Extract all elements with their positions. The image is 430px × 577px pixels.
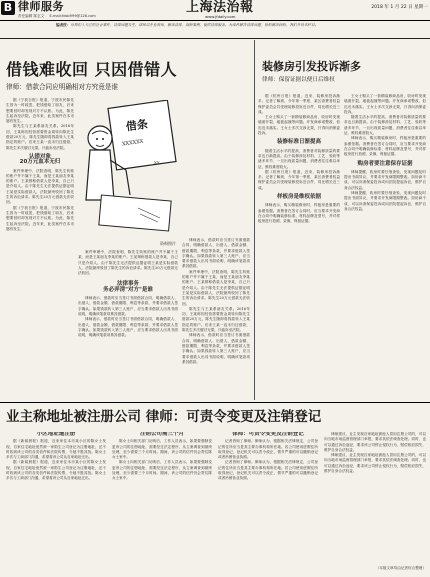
column-divider <box>254 40 255 400</box>
right-section3-title: 购房者要注意保存证据 <box>357 160 413 167</box>
footer-note: （本版文章均由记者综合整理） <box>375 566 426 570</box>
illustration-text-x: XXXXXX <box>121 138 144 148</box>
issue-date: 2018 年 1 月 22 日 星期一 <box>371 5 428 10</box>
page-header <box>0 0 430 20</box>
left-story-col2 <box>78 250 178 400</box>
right-section1-title: 装修标准日渐提高 <box>276 139 321 146</box>
editor-note-text: 每周们人关注的社会事件、法律问题及生、律师以专业视角，解读法律，剖析案例，提供法律服务。为读者解答法律问题，协助解决纠纷，我们开设本栏目。 <box>70 23 319 27</box>
illustration <box>78 100 178 246</box>
bottom-col3-text: 记者咨询了律师。律师认为，根据相关法律规定，公司登记的住所应当是其主要办事机构所在地。若公司使用虚假住所取得登记，登记机关可以责令改正，情节严重的可以撤销登记或者吊销营业执照。 <box>218 439 318 460</box>
bottom-col2-title: 注销公司需三个月 <box>139 432 184 437</box>
right-story-paragraph: 据《杭州日报》报道，近来，装修房投诉渐多。记者了解到，今年第一季度，某区消费者权益保护委员会共受理装修投诉近百件，同比增长近三成。 <box>258 94 340 114</box>
bottom-col3-title: 律师：可责令变更及注销登记 <box>232 432 304 437</box>
left-section2-text: 律师表示，借款时应当签订书面借款合同，明确借款人、出借人、借款金额、借款期限、利息等条款，并要求借款人签字确认。如果钱款转入第三人账户，应当要求借款人出具书面说明，明确该笔款项系其借款。 <box>78 317 178 338</box>
right-section1-text: 随着生活水平的提高，消费者对装修质量的要求也日渐提高。由于装修涉及材料、工艺、验收等诸多环节，一旦出现质量问题，消费者往往难以举证，维权难度较大。 <box>258 148 340 169</box>
note-rule <box>0 38 430 39</box>
illustration-text-iou: 借条 <box>125 117 149 134</box>
right-story-paragraph: 王女士购买了一套精装修商品房，收房时发现墙面开裂、地板起翘等问题。开发商承诺整改，但迟迟未落实。王女士多次交涉无果，只得向消保委投诉。 <box>258 115 340 136</box>
left-section2-title: 法律事务 <box>116 281 139 288</box>
editor-email: E-mail:fdsb999@126.com <box>49 14 96 18</box>
bottom-col4-text: 律师建议，业主发现自家地址被他人冒用注册公司的，可以向当地市场监督管理部门举报，要求其依法调查处理。同时，也可以通过诉讼途径，要求该公司停止侵权行为，赔偿相应损失，维护自身合法权益。 <box>324 432 426 452</box>
bottom-col1-text: 据《新闻晨报》报道，近来家住本市某小区的陈女士发现，自家住宅地址竟然被一家陌生公司登记为注册地址，还不时收到该公司的各类信件和法院传票，令她不胜其扰。陈女士多次与工商部门沟通，希望将该公司从自家地址迁出。 <box>6 460 106 481</box>
editor-line <box>18 14 96 19</box>
right-story-paragraph: 王女士购买了一套精装修商品房，收房时发现墙面开裂、地板起翘等问题。开发商承诺整改，但迟迟未落实。王女士多次交涉无果，只得向消保委投诉。 <box>344 94 426 114</box>
left-story-paragraph: 陈先生与王某系朋友关系。2016年初，王某称因经营需要资金周转向陈先生借款20万元，陈先生随即将钱款转入王某指定的账户。后来王某一直未归还借款，陈先生多次催讨无果，只能诉至法院。 <box>6 124 74 150</box>
bottom-col3-text: 记者咨询了律师。律师认为，根据相关法律规定，公司登记的住所应当是其主要办事机构所在地。若公司使用虚假住所取得登记，登记机关可以责令改正，情节严重的可以撤销登记或者吊销营业执照。 <box>218 460 318 481</box>
left-section1-text: 案件审理中，法院查明，陈先生转账的账户并不属于王某，而是王某朋友李某的账户。王某辩称借款人是李某，自己只是介绍人。由于陈先生无法提供证据证明王某是实际借款人，法院最终驳回了陈先生的诉讼请求。陈先生20万元借款无法收回。 <box>78 250 178 276</box>
right-story-paragraph: 据《杭州日报》报道，近来，装修房投诉渐多。记者了解到，今年第一季度，某区消费者权益保护委员会共受理装修投诉近百件，同比增长近三成。 <box>258 169 340 190</box>
masthead: 上海法治報 <box>186 0 254 15</box>
left-section2-text: 律师表示，借款时应当签订书面借款合同，明确借款人、出借人、借款金额、借款期限、利息等条款，并要求借款人签字确认。如果钱款转入第三人账户，应当要求借款人出具书面说明，明确该笔款项系其借款。 <box>182 333 250 364</box>
editor-note-label: 编者按： <box>56 23 71 27</box>
bottom-col2 <box>112 432 212 572</box>
illustration-caption: 资料图片 <box>160 241 176 246</box>
bottom-col4 <box>324 432 426 564</box>
left-section1-text: 案件审理中，法院查明，陈先生转账的账户并不属于王某，而是王某朋友李某的账户。王某辩称借款人是李某，自己只是介绍人。由于陈先生无法提供证据证明王某是实际借款人，法院最终驳回了陈先生的诉讼请求。陈先生20万元借款无法收回。 <box>182 269 250 306</box>
left-story-paragraph: 据《宁波日报》报道，宁波市民陈先生因为一时疏忽，把钱借给了朋友，后来想要回时却发现对方不认账。为此，陈先生起诉至法院。近年来，此类案件在本市屡有发生。 <box>6 98 74 124</box>
left-story-subhead: 律师：借款合同应明确相对方究竟是谁 <box>6 83 119 91</box>
right-story-headline: 装修房引发投诉渐多 <box>262 60 361 73</box>
illustration-text-small: XX <box>154 160 160 165</box>
section-title: 律师服务 <box>18 0 64 13</box>
website: www.jfdaily.com <box>205 14 236 19</box>
editor-note <box>56 22 376 28</box>
mid-page-rule <box>0 402 430 403</box>
right-section2-text: 律师表示，购买精装修房时，样板房是重要的参照依据。消费者在签订合同时，应当要求开发商在合同中明确装修标准、材料品牌及型号，并对样板房进行拍照、录像，保留证据。 <box>344 136 426 157</box>
right-story-col1 <box>258 94 340 400</box>
right-section3-text: 律师提醒，收房时要仔细查验，发现问题及时提出书面异议，并要求开发商限期整改。如协商不成，可以向消保委投诉或向法院提起诉讼，维护自身合法权益。 <box>344 191 426 211</box>
left-section2-subtitle: 务必弄清"对方"是谁 <box>103 286 153 293</box>
left-story-headline: 借钱难收回 只因借错人 <box>6 60 178 79</box>
left-story-paragraph: 陈先生与王某系朋友关系。2016年初，王某称因经营需要资金周转向陈先生借款20万元，陈先生随即将钱款转入王某指定的账户。后来王某一直未归还借款，陈先生多次催讨无果，只能诉至法院。 <box>182 306 250 333</box>
bottom-col4-text: 律师建议，业主发现自家地址被他人冒用注册公司的，可以向当地市场监督管理部门举报，要求其依法调查处理。同时，也可以通过诉讼途径，要求该公司停止侵权行为，赔偿相应损失，维护自身合法权益。 <box>324 453 426 474</box>
left-story-col1 <box>6 98 74 398</box>
bottom-col2-text: 陈女士向相关部门反映后，工作人员表示，如果要强制变更该公司的注册地址，需要经过法定程序，从立案调查到最终处理，至少需要三个月时间。期间，该公司的信件仍会寄往陈女士家中。 <box>112 439 212 460</box>
header-rule <box>0 20 430 21</box>
bottom-col3 <box>218 432 318 572</box>
right-section2-text: 律师表示，购买精装修房时，样板房是重要的参照依据。消费者在签订合同时，应当要求开发商在合同中明确装修标准、材料品牌及型号，并对样板房进行拍照、录像，保留证据。 <box>258 203 340 224</box>
right-story-col2 <box>344 94 426 400</box>
bottom-col2-text: 陈女士向相关部门反映后，工作人员表示，如果要强制变更该公司的注册地址，需要经过法定程序，从立案调查到最终处理，至少需要三个月时间。期间，该公司的信件仍会寄往陈女士家中。 <box>112 460 212 481</box>
left-story-col3 <box>182 238 250 400</box>
bottom-col1 <box>6 432 106 572</box>
right-section3-text: 律师提醒，收房时要仔细查验，发现问题及时提出书面异议，并要求开发商限期整改。如协商不成，可以向消保委投诉或向法院提起诉讼，维护自身合法权益。 <box>344 169 426 190</box>
left-section2-text: 律师表示，借款时应当签订书面借款合同，明确借款人、出借人、借款金额、借款期限、利息等条款，并要求借款人签字确认。如果钱款转入第三人账户，应当要求借款人出具书面说明，明确该笔款项系其借款。 <box>78 296 178 316</box>
right-section2-title: 样板房是维权依据 <box>276 194 321 201</box>
bottom-story-headline: 业主称地址被注册公司 律师：可责令变更及注销登记 <box>6 409 322 425</box>
left-section1-subtitle: 20万元血本无归 <box>19 159 61 166</box>
left-section1-title: 认错对象 <box>28 153 51 160</box>
editor-name: 责任编辑 陈玄文 <box>18 14 45 18</box>
section-logo-mark: B <box>1 1 15 15</box>
right-story-subhead: 律师：保留证据以便日后维权 <box>262 77 335 83</box>
left-section1-text: 案件审理中，法院查明，陈先生转账的账户并不属于王某，而是王某朋友李某的账户。王某辩称借款人是李某，自己只是介绍人。由于陈先生无法提供证据证明王某是实际借款人，法院最终驳回了陈先生的诉讼请求。陈先生20万元借款无法收回。 <box>6 168 74 205</box>
left-story-paragraph: 据《宁波日报》报道，宁波市民陈先生因为一时疏忽，把钱借给了朋友，后来想要回时却发现对方不认账。为此，陈先生起诉至法院。近年来，此类案件在本市屡有发生。 <box>6 205 74 231</box>
bottom-col1-text: 据《新闻晨报》报道，近来家住本市某小区的陈女士发现，自家住宅地址竟然被一家陌生公司登记为注册地址，还不时收到该公司的各类信件和法院传票，令她不胜其扰。陈女士多次与工商部门沟通，希望将该公司从自家地址迁出。 <box>6 439 106 460</box>
right-section1-text: 随着生活水平的提高，消费者对装修质量的要求也日渐提高。由于装修涉及材料、工艺、验收等诸多环节，一旦出现质量问题，消费者往往难以举证，维权难度较大。 <box>344 115 426 136</box>
bottom-col1-title: 小区地址遭注册 <box>36 432 76 437</box>
left-section2-text: 律师表示，借款时应当签订书面借款合同，明确借款人、出借人、借款金额、借款期限、利息等条款，并要求借款人签字确认。如果钱款转入第三人账户，应当要求借款人出具书面说明，明确该笔款项系其借款。 <box>182 238 250 269</box>
